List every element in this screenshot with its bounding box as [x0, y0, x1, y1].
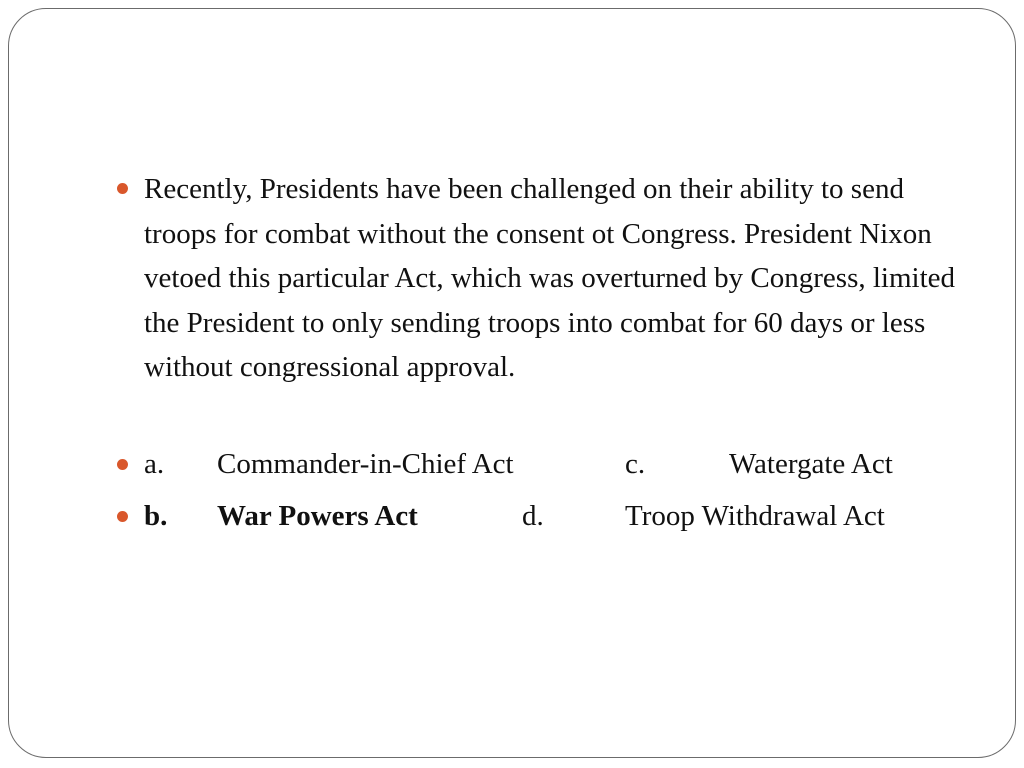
option-b-letter: b.: [144, 500, 168, 532]
question-paragraph: Recently, Presidents have been challenged on their ability to send troops for combat without the consent ot Congress. President Nixon vetoed this particular Act, which was overturned by Congress, limited the President to only sending troops into combat for 60 days or less without congressional approval.: [144, 173, 956, 383]
option-b-text: War Powers Act: [217, 500, 418, 532]
option-a-text: Commander-in-Chief Act: [217, 448, 514, 480]
option-c-letter: c.: [625, 448, 646, 480]
option-c-text: Watergate Act: [729, 448, 893, 480]
option-d-letter: d.: [522, 500, 544, 532]
option-d-text: Troop Withdrawal Act: [625, 500, 885, 532]
bullet-dot-row-1: [117, 459, 128, 470]
option-a-letter: a.: [144, 448, 165, 480]
bullet-dot-question: [117, 183, 128, 194]
bullet-dot-row-2: [117, 511, 128, 522]
